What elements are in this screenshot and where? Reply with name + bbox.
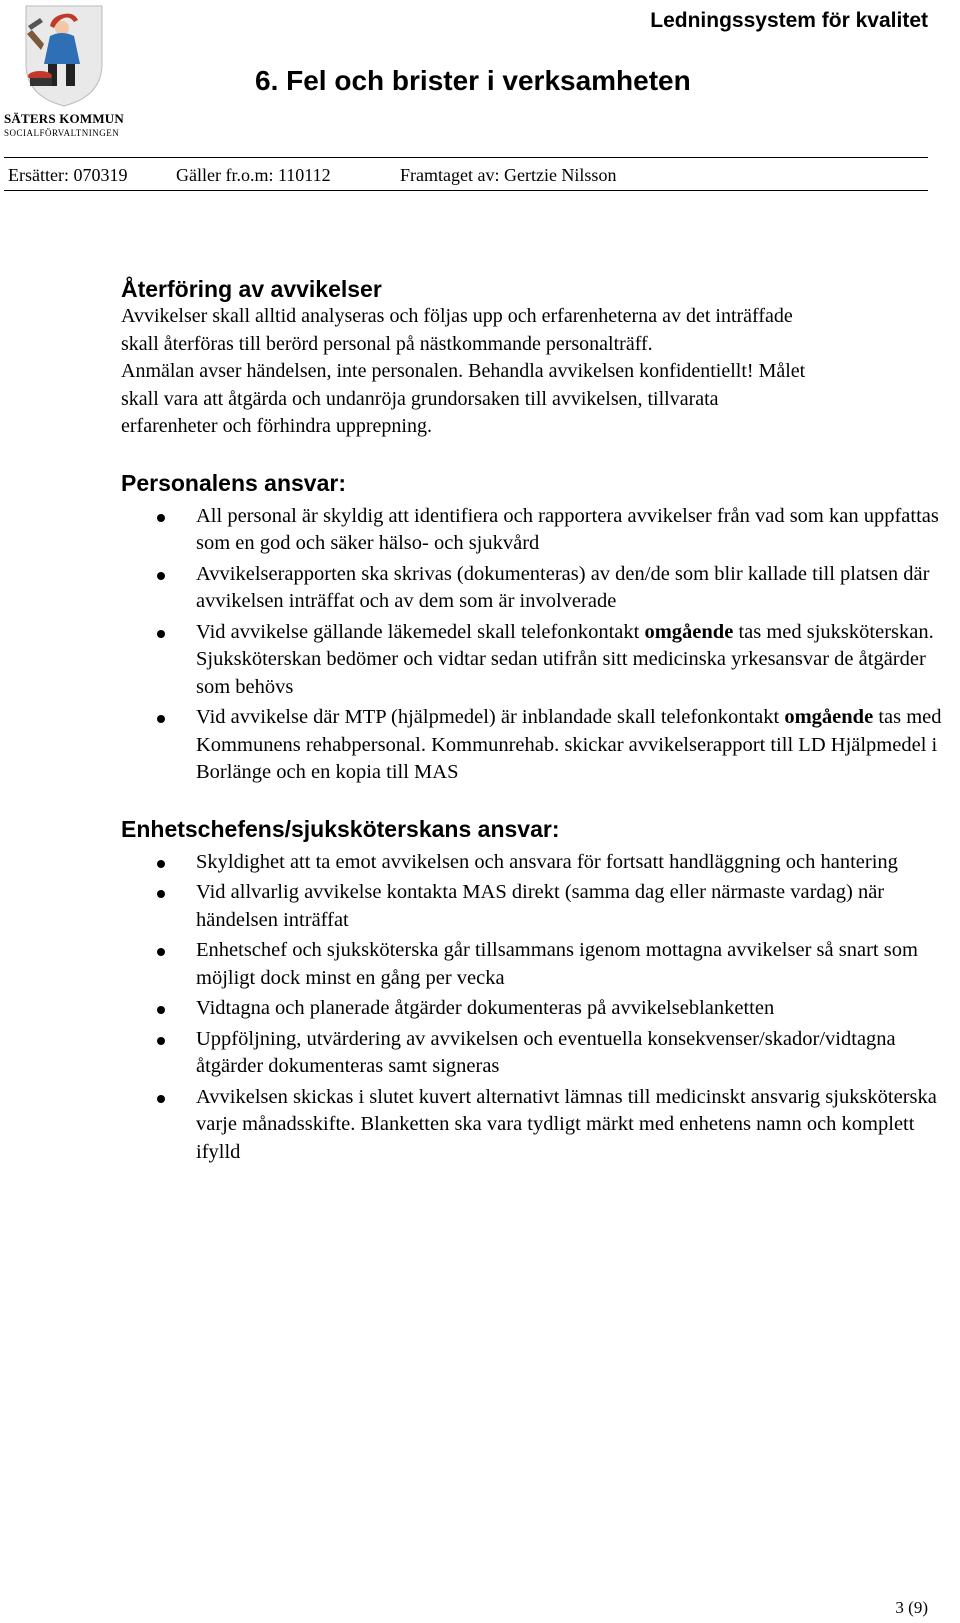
- list-item: [121, 937, 956, 992]
- document-body: [121, 275, 956, 1169]
- manager-responsibility-list: [121, 849, 956, 1167]
- list-item-text: tas med Kommunens rehabpersonal. Kommunrehab. skickar avvikelserapport till LD Hjälpmedel i Borlänge och en kopia till MAS: [196, 706, 942, 783]
- organization-name: SÄTERS KOMMUN: [4, 111, 124, 126]
- list-item: [121, 879, 956, 934]
- bullet-icon: [157, 572, 165, 580]
- list-item-text: Vid avvikelse gällande läkemedel skall telefonkontakt: [196, 620, 645, 643]
- bullet-icon: [157, 1095, 165, 1103]
- list-item: [121, 503, 956, 558]
- replaces-field: Ersätter: 070319: [8, 165, 128, 185]
- prepared-by-field: Framtaget av: Gertzie Nilsson: [400, 165, 617, 185]
- page-number: 3 (9): [895, 1598, 928, 1617]
- section-heading-manager: Enhetschefens/sjuksköterskans ansvar:: [121, 815, 560, 842]
- list-item: [121, 561, 956, 616]
- emphasis-text: omgående: [644, 620, 734, 643]
- bullet-icon: [157, 1037, 165, 1045]
- bullet-icon: [157, 948, 165, 956]
- bullet-icon: [157, 715, 165, 723]
- feedback-line: Anmälan avser händelsen, inte personalen. Behandla avvikelsen konfidentiellt! Målet: [121, 360, 806, 382]
- list-item: [121, 704, 956, 787]
- list-item-text: Skyldighet att ta emot avvikelsen och ansvara för fortsatt handläggning och hantering: [196, 850, 898, 873]
- list-item: [121, 849, 956, 877]
- list-item: [121, 619, 956, 702]
- list-item: [121, 1026, 956, 1081]
- staff-responsibility-list: [121, 503, 956, 787]
- bullet-icon: [157, 860, 165, 868]
- list-item-text: Enhetschef och sjuksköterska går tillsammans igenom mottagna avvikelser så snart som möjligt dock minst en gång per vecka: [196, 939, 918, 989]
- feedback-line: Avvikelser skall alltid analyseras och följas upp och erfarenheterna av det inträffade: [121, 305, 793, 327]
- bullet-icon: [157, 1006, 165, 1014]
- feedback-line: erfarenheter och förhindra upprepning.: [121, 415, 432, 437]
- bullet-icon: [157, 890, 165, 898]
- bullet-icon: [157, 514, 165, 522]
- list-item-text: Avvikelserapporten ska skrivas (dokumenteras) av den/de som blir kallade till platsen där avvikelsen inträffat och av dem som är involverade: [196, 562, 930, 612]
- list-item-text: Vid avvikelse där MTP (hjälpmedel) är inblandade skall telefonkontakt: [196, 706, 785, 728]
- list-item-text: Vidtagna och planerade åtgärder dokumenteras på avvikelseblanketten: [196, 997, 775, 1019]
- organization-department: SOCIALFÖRVALTNINGEN: [4, 128, 120, 138]
- list-item-text: Avvikelsen skickas i slutet kuvert alternativt lämnas till medicinskt ansvarig sjuksköterska varje månadsskifte. Blanketten ska vara tydligt märkt med enhetens namn och komplett ifylld: [196, 1085, 937, 1163]
- section-feedback: [121, 275, 956, 441]
- list-item-text: tas med sjuksköterskan. Sjuksköterskan bedömer och vidtar sedan utifrån sitt medicinska yrkesansvar de åtgärder som behövs: [196, 620, 934, 698]
- list-item-text: Vid allvarlig avvikelse kontakta MAS direkt (samma dag eller närmaste vardag) när händelsen inträffat: [196, 881, 885, 931]
- section-staff-responsibility: [121, 469, 956, 787]
- system-title: Ledningssystem för kvalitet: [650, 9, 928, 32]
- header-divider-bottom: [4, 190, 928, 191]
- section-manager-responsibility: [121, 815, 956, 1167]
- list-item: [121, 995, 956, 1023]
- list-item-text: Uppföljning, utvärdering av avvikelsen och eventuella konsekvenser/skador/vidtagna åtgärder dokumenteras samt signeras: [196, 1027, 896, 1077]
- list-item-text: All personal är skyldig att identifiera och rapportera avvikelser från vad som kan uppfattas som en god och säker hälso- och sjukvård: [196, 504, 939, 554]
- feedback-paragraph: [121, 303, 956, 441]
- emphasis-text: omgående: [784, 706, 874, 728]
- feedback-line: skall vara att åtgärda och undanröja grundorsaken till avvikelsen, tillvarata: [121, 387, 719, 410]
- bullet-icon: [157, 630, 165, 638]
- document-title: 6. Fel och brister i verksamheten: [255, 65, 691, 96]
- section-heading-staff: Personalens ansvar:: [121, 469, 347, 496]
- section-heading-feedback: Återföring av avvikelser: [121, 276, 382, 302]
- list-item: [121, 1084, 956, 1167]
- feedback-line: skall återföras till berörd personal på nästkommande personalträff.: [121, 332, 653, 355]
- header-divider-top: [4, 157, 928, 158]
- valid-from-field: Gäller fr.o.m: 110112: [176, 165, 331, 185]
